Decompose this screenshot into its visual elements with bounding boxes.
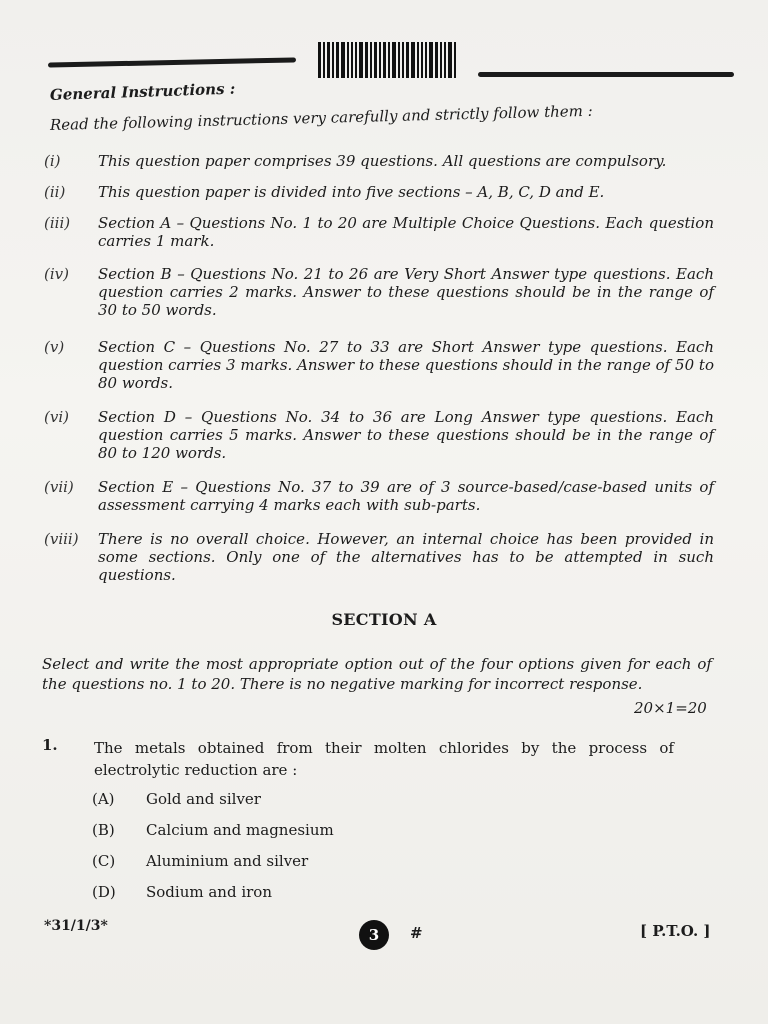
option-a	[92, 790, 261, 808]
option-label: (B)	[92, 821, 115, 839]
section-a-title: SECTION A	[331, 610, 437, 629]
option-text: Gold and silver	[146, 790, 261, 808]
section-a-instruction: Select and write the most appropriate option out of the four options given for each of the questions no. 1 to 20. There is no negative marking for incorrect response.	[42, 655, 712, 693]
instruction-item	[44, 152, 714, 170]
instruction-text: This question paper comprises 39 questions. All questions are compulsory.	[98, 152, 667, 170]
instruction-text: Section C – Questions No. 27 to 33 are Short Answer type questions. Each question carries 3 marks. Answer to these questions should in the range of 50 to 80 words.	[98, 338, 714, 392]
instruction-number: (v)	[44, 338, 65, 356]
option-label: (A)	[92, 790, 115, 808]
instruction-item	[44, 265, 714, 319]
general-instructions-heading: General Instructions :	[49, 79, 236, 104]
instruction-item	[44, 183, 714, 201]
option-text: Sodium and iron	[146, 883, 272, 901]
option-text: Calcium and magnesium	[146, 821, 334, 839]
instruction-item	[44, 214, 714, 250]
header-rule-right	[478, 72, 734, 77]
instruction-number: (vi)	[44, 408, 69, 426]
instruction-number: (iii)	[44, 214, 71, 232]
instruction-number: (viii)	[44, 530, 79, 548]
instruction-item	[44, 338, 714, 392]
instructions-intro: Read the following instructions very carefully and strictly follow them :	[49, 101, 593, 134]
instruction-number: (vii)	[44, 478, 74, 496]
option-label: (C)	[92, 852, 116, 870]
instruction-number: (ii)	[44, 183, 66, 201]
option-label: (D)	[92, 883, 116, 901]
instruction-number: (iv)	[44, 265, 69, 283]
paper-code: *31/1/3*	[44, 918, 108, 934]
barcode-icon	[318, 42, 456, 78]
hash-mark: #	[410, 924, 423, 942]
instruction-text: Section A – Questions No. 1 to 20 are Multiple Choice Questions. Each question carries 1 mark.	[98, 214, 714, 250]
instruction-number: (i)	[44, 152, 61, 170]
instruction-item	[44, 478, 714, 514]
instruction-text: Section B – Questions No. 21 to 26 are Very Short Answer type questions. Each question carries 2 marks. Answer to these questions should be in the range of 30 to 50 words.	[98, 265, 714, 319]
instruction-text: Section E – Questions No. 37 to 39 are of 3 source-based/case-based units of assessment carrying 4 marks each with sub-parts.	[98, 478, 714, 514]
section-marks: 20×1=20	[634, 699, 707, 717]
pto-label: [ P.T.O. ]	[640, 922, 711, 940]
instruction-item	[44, 530, 714, 584]
instruction-text: Section D – Questions No. 34 to 36 are Long Answer type questions. Each question carries 5 marks. Answer to these questions should be in the range of 80 to 120 words.	[98, 408, 714, 462]
question-text: The metals obtained from their molten chlorides by the process of electrolytic reduction are :	[94, 739, 674, 779]
instruction-item	[44, 408, 714, 462]
option-text: Aluminium and silver	[146, 852, 309, 870]
instruction-text: There is no overall choice. However, an internal choice has been provided in some sections. Only one of the alternatives has to be attempted in such questions.	[98, 530, 714, 584]
question-number: 1.	[42, 736, 58, 754]
option-c	[92, 852, 308, 870]
header-rule-left	[48, 57, 296, 67]
page-number: 3	[359, 920, 389, 950]
option-d	[92, 883, 272, 901]
instruction-text: This question paper is divided into five sections – A, B, C, D and E.	[98, 183, 605, 201]
option-b	[92, 821, 334, 839]
